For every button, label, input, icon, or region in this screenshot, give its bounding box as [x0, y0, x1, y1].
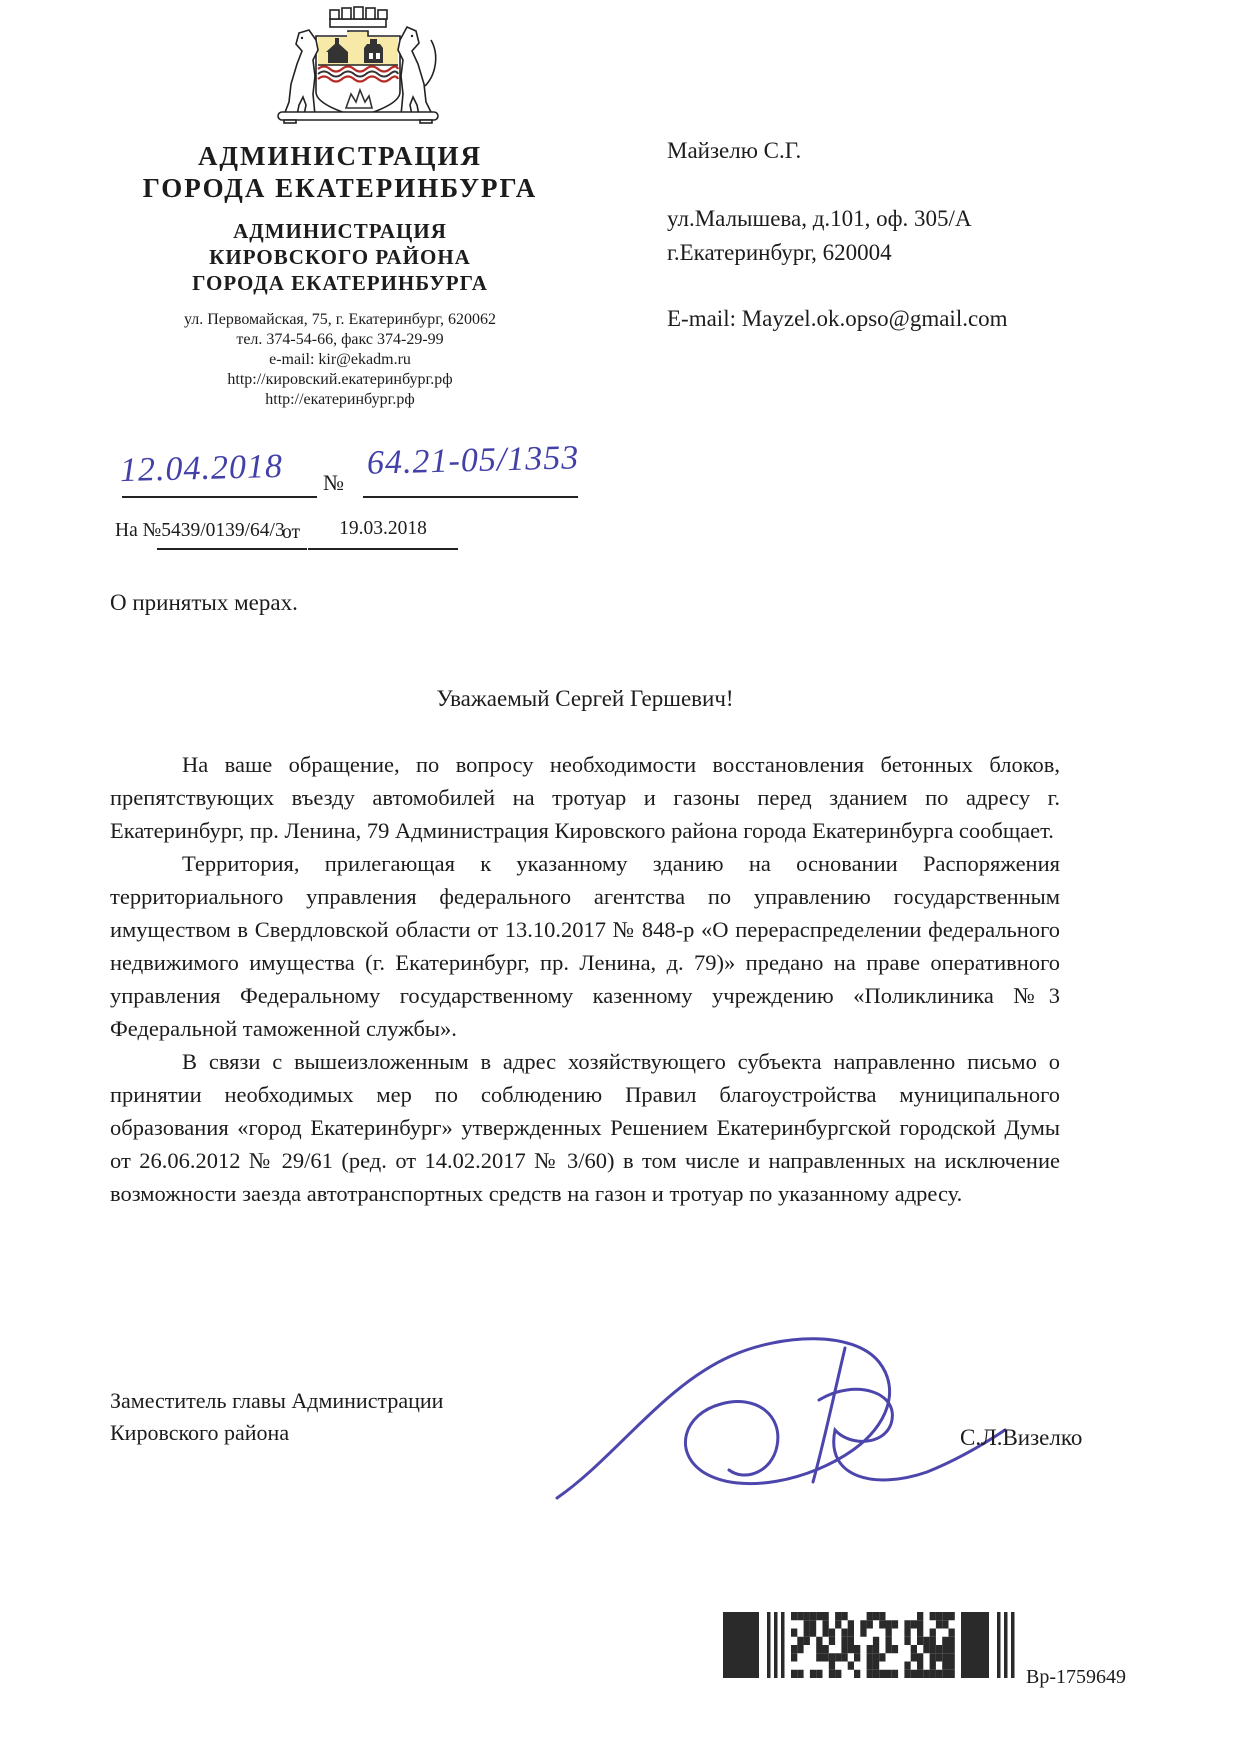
- barcode-label: Вр-1759649: [1026, 1666, 1126, 1688]
- signer-name: С.Л.Визелко: [960, 1425, 1083, 1450]
- body-paragraph-1: На ваше обращение, по вопросу необходимости восстановления бетонных блоков, препятствующих въезду автомобилей на тротуар и газоны перед зданием по адресу г. Екатеринбург, пр. Ленина, 79 Администрация Кировского района города Екатеринбурга сообщает.: [110, 752, 1060, 843]
- signer-title-line2: Кировского района: [110, 1420, 290, 1445]
- outgoing-number-handwritten: 64.21-05/1353: [366, 439, 580, 482]
- salutation: Уважаемый Сергей Гершевич!: [436, 686, 734, 711]
- barcode-block: [723, 1612, 1143, 1702]
- reply-number: На №5439/0139/64/3: [115, 520, 285, 541]
- reply-date-underline: [308, 548, 458, 550]
- outgoing-date-handwritten: 12.04.2018: [119, 447, 284, 490]
- reply-from-label: от: [282, 522, 301, 543]
- signer-title-line1: Заместитель главы Администрации: [110, 1388, 444, 1413]
- recipient-name: Майзелю С.Г.: [667, 138, 802, 163]
- date-underline: [122, 496, 317, 498]
- letterhead-org-block: [120, 140, 560, 410]
- org-contact-address: ул. Первомайская, 75, г. Екатеринбург, 620062: [183, 311, 497, 328]
- org-contact-site-city: http://екатеринбург.рф: [265, 391, 415, 408]
- reference-row-outgoing: [105, 439, 605, 510]
- number-sign: №: [323, 470, 344, 495]
- recipient-email: E-mail: Mayzel.ok.opso@gmail.com: [667, 306, 1008, 331]
- org-contact-site-district: http://кировский.екатеринбург.рф: [227, 371, 453, 388]
- org-title-district-line2: КИРОВСКОГО РАЙОНА: [209, 245, 471, 269]
- org-title-district-line1: АДМИНИСТРАЦИЯ: [233, 219, 447, 243]
- signature-icon: [545, 1330, 1015, 1520]
- recipient-address-line1: ул.Малышева, д.101, оф. 305/А: [667, 206, 972, 231]
- coat-of-arms: [252, 6, 464, 124]
- number-underline: [363, 496, 578, 498]
- org-title-district: [120, 218, 560, 296]
- subject-line: О принятых мерах.: [110, 590, 298, 615]
- body-paragraph-2: Территория, прилегающая к указанному зданию на основании Распоряжения территориального управления федерального агентства по управлению государственным имуществом в Свердловской области от 13.10.2017 № 848-р «О перераспределении федерального недвижимого имущества (г. Екатеринбург, пр. Ленина, д. 79)» предано на праве оперативного управления Федеральному государственному казенному учреждению «Поликлиника №3 Федеральной таможенной службы».: [110, 851, 1060, 1041]
- org-contact-email: e-mail: kir@ekadm.ru: [269, 351, 411, 368]
- reply-date: 19.03.2018: [339, 518, 427, 539]
- org-title-district-line3: ГОРОДА ЕКАТЕРИНБУРГА: [192, 271, 488, 295]
- org-contact-phone: тел. 374-54-66, факс 374-29-99: [236, 331, 444, 348]
- reference-row-reply: [105, 518, 605, 558]
- org-title-city-line2: ГОРОДА ЕКАТЕРИНБУРГА: [142, 173, 538, 203]
- signer-title: [110, 1385, 443, 1449]
- recipient-address-line2: г.Екатеринбург, 620004: [667, 240, 892, 265]
- coat-of-arms-icon: [252, 6, 464, 124]
- org-title-city: [120, 140, 560, 204]
- reply-number-underline: [157, 548, 307, 550]
- org-contacts: [120, 310, 560, 410]
- org-title-city-line1: АДМИНИСТРАЦИЯ: [197, 141, 483, 171]
- letter-body: [110, 748, 1060, 1210]
- signature-scribble: [545, 1330, 1015, 1520]
- body-paragraph-3: В связи с вышеизложенным в адрес хозяйствующего субъекта направленно письмо о принятии необходимых мер по соблюдению Правил благоустройства муниципального образования «город Екатеринбург» утвержденных Решением Екатеринбургской городской Думы от 26.06.2012 № 29/61 (ред. от 14.02.2017 № 3/60) в том числе и направленных на исключение возможности заезда автотранспортных средств на газон и тротуар по указанному адресу.: [110, 1049, 1060, 1206]
